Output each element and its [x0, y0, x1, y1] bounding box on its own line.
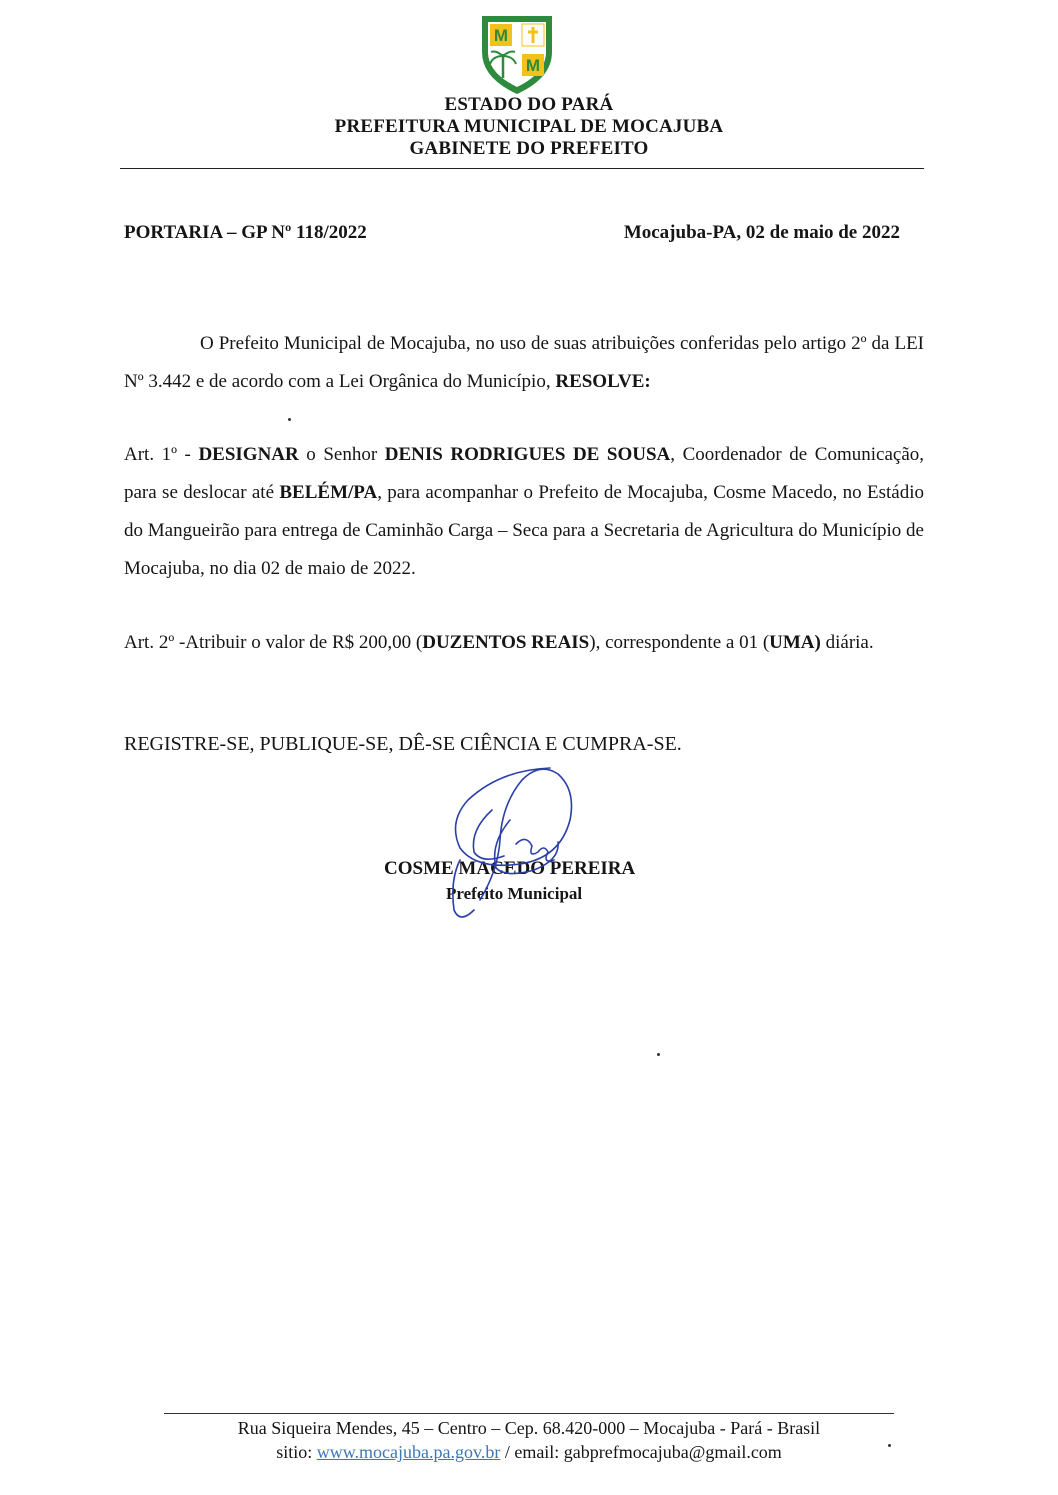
art2-text-2: ), correspondente a 01 (: [589, 632, 770, 653]
footer-divider: [164, 1413, 894, 1414]
footer-contact: [0, 1440, 1058, 1464]
destination: BELÉM/PA: [279, 482, 378, 503]
portaria-number: PORTARIA – GP Nº 118/2022: [124, 222, 367, 243]
municipality-name: PREFEITURA MUNICIPAL DE MOCAJUBA: [334, 116, 724, 137]
quantity-words: UMA): [769, 632, 821, 653]
preamble-text: O Prefeito Municipal de Mocajuba, no uso de suas atribuições conferidas pelo artigo 2º da LEI Nº 3.442 e de acordo com a Lei Orgânica do Município,: [124, 333, 924, 392]
art1-verb: DESIGNAR: [198, 444, 299, 465]
art1-text-1: o Senhor: [298, 444, 385, 465]
art1-text-2: , Coordenador de Comunicação, para se deslocar até: [124, 444, 924, 503]
crest-letter-bottom: M: [525, 56, 541, 75]
scan-speck: [657, 1053, 660, 1056]
closing-formula: REGISTRE-SE, PUBLIQUE-SE, DÊ-SE CIÊNCIA E CUMPRA-SE.: [124, 733, 682, 755]
signatory-name: COSME MACEDO PEREIRA: [384, 858, 636, 879]
article-1: [124, 436, 924, 588]
municipal-crest-icon: [476, 12, 558, 96]
scan-speck: [288, 418, 291, 421]
preamble-paragraph: [124, 325, 924, 401]
art2-text-1: Art. 2º -Atribuir o valor de R$ 200,00 (: [124, 632, 423, 653]
website-link[interactable]: www.mocajuba.pa.gov.br: [316, 1442, 501, 1462]
resolve-keyword: RESOLVE:: [555, 371, 651, 392]
site-label: sitio:: [276, 1442, 317, 1462]
office-name: GABINETE DO PREFEITO: [409, 138, 649, 159]
scan-speck: [888, 1444, 891, 1447]
art1-text-3: , para acompanhar o Prefeito de Mocajuba, Cosme Macedo, no Estádio do Mangueirão para entrega de Caminhão Carga – Seca para a Secretaria de Agricultura do Município de Mocajuba, no dia 02 de maio de 2022.: [124, 482, 925, 579]
designee-name: DENIS RODRIGUES DE SOUSA: [384, 444, 671, 465]
email-text: / email: gabprefmocajuba@gmail.com: [500, 1442, 782, 1462]
document-date: Mocajuba-PA, 02 de maio de 2022: [623, 222, 900, 243]
portaria-row: [124, 222, 900, 244]
header-divider: [120, 168, 924, 169]
article-2: [124, 624, 924, 662]
handwritten-signature-icon: [430, 760, 600, 930]
amount-words: DUZENTOS REAIS: [422, 632, 590, 653]
footer-address: Rua Siqueira Mendes, 45 – Centro – Cep. 68.420-000 – Mocajuba - Pará - Brasil: [237, 1418, 821, 1438]
art1-number: Art. 1º -: [124, 444, 199, 465]
letterhead: [0, 94, 1058, 160]
crest-letter-top: M: [493, 26, 509, 45]
footer: [0, 1416, 1058, 1464]
art2-text-3: diária.: [820, 632, 874, 653]
state-name: ESTADO DO PARÁ: [444, 94, 614, 115]
signatory-title: Prefeito Municipal: [446, 884, 583, 903]
